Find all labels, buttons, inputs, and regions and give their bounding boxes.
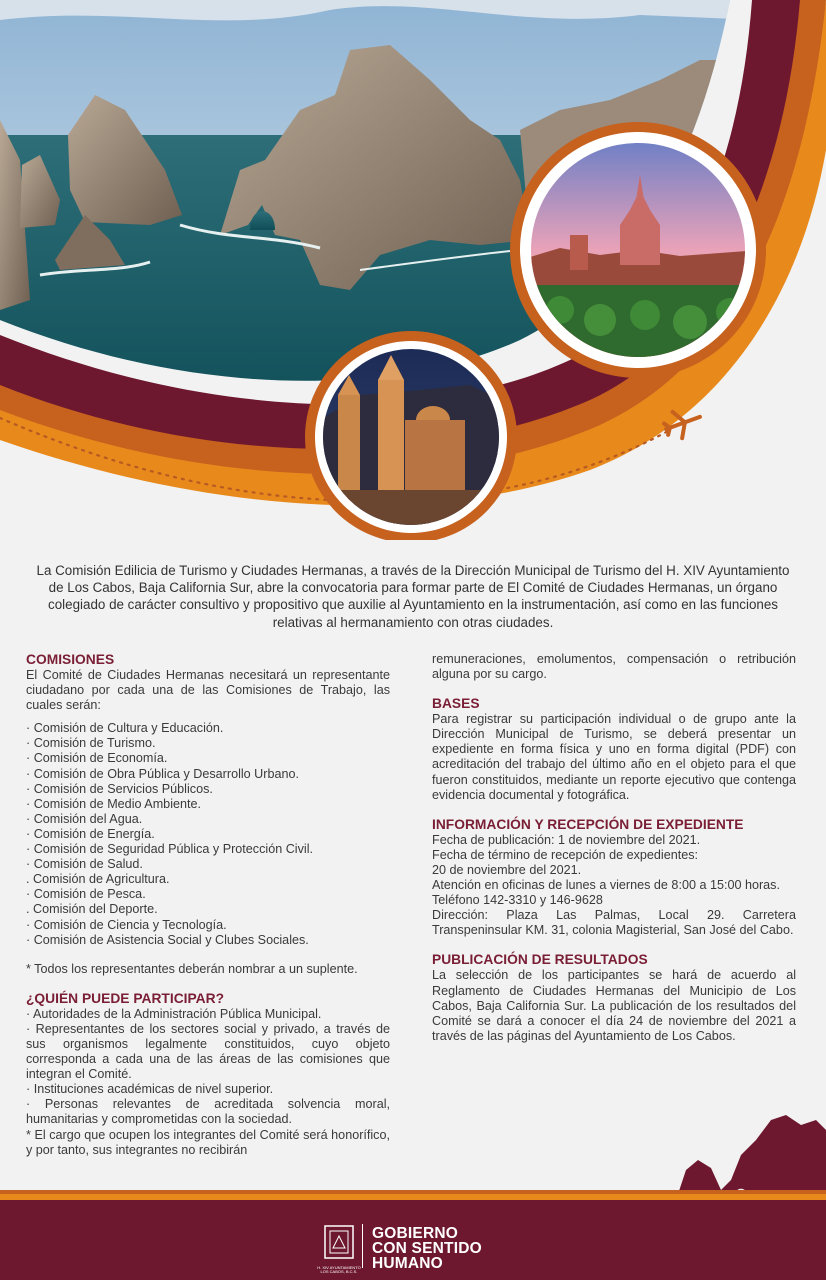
informacion-line: Dirección: Plaza Las Palmas, Local 29. Carretera Transpeninsular KM. 31, colonia Magisterial, San José del Cabo. [432, 908, 796, 938]
quien-note-start: * El cargo que ocupen los integrantes del Comité será honorífico, y por tanto, sus integrantes no recibirán [26, 1127, 390, 1157]
list-item: · Comisión de Turismo. [26, 736, 156, 751]
list-item: · Comisión de Energía. [26, 826, 155, 841]
list-item: · Comisión de Cultura y Educación. [26, 721, 224, 736]
list-item: · Comisión de Ciencia y Tecnología. [26, 917, 227, 932]
list-item: . Comisión del Deporte. [26, 902, 158, 917]
municipal-seal-icon [322, 1224, 356, 1268]
brand-line: HUMANO [372, 1255, 443, 1272]
bases-heading: BASES [432, 696, 480, 712]
list-item: · Comisión de Seguridad Pública y Protección Civil. [26, 842, 313, 857]
brand-line: CON SENTIDO [372, 1240, 482, 1257]
quien-item: · Instituciones académicas de nivel superior. [26, 1082, 274, 1097]
list-item: · Comisión de Servicios Públicos. [26, 781, 213, 796]
publicacion-heading: PUBLICACIÓN DE RESULTADOS [432, 952, 648, 968]
bases-text: Para registrar su participación individual o de grupo ante la Dirección Municipal de Turismo, se deberá presentar un expediente en forma física y uno en forma digital (PDF) con acreditación del trabajo del último año en el objeto para el que fueron constituidos, mediante un reporte ejecutivo que contenga evidencia documental y fotográfica. [432, 712, 796, 802]
informacion-line: 20 de noviembre del 2021. [432, 862, 582, 877]
list-item: · Comisión de Salud. [26, 857, 143, 872]
list-item: · Comisión de Medio Ambiente. [26, 796, 201, 811]
rock-silhouette [676, 1110, 826, 1200]
seal-caption: H. XIV AYUNTAMIENTO LOS CABOS, B.C.S. [317, 1265, 361, 1274]
quien-item: · Autoridades de la Administración Pública Municipal. [26, 1006, 322, 1021]
publicacion-text: La selección de los participantes se hará de acuerdo al Reglamento de Ciudades Hermanas del Municipio de Los Cabos, Baja California Sur. La publicación de los resultados del Comité se dará a conocer el día 24 de noviembre del 2021 a través de las páginas del Ayuntamiento de Los Cabos. [432, 968, 796, 1043]
list-item: · Comisión de Asistencia Social y Clubes Sociales. [26, 932, 309, 947]
informacion-line: Teléfono 142-3310 y 146-9628 [432, 893, 603, 908]
comisiones-note: * Todos los representantes deberán nombrar a un suplente. [26, 961, 358, 976]
right-column [432, 652, 796, 1044]
list-item: · Comisión del Agua. [26, 811, 143, 826]
left-column [26, 652, 390, 1158]
quien-item: · Representantes de los sectores social y privado, a través de sus organismos legalmente constituidos, cuyo objeto corresponda a cada una de las áreas de las comisiones que integran el Comité. [26, 1021, 390, 1082]
comisiones-heading: COMISIONES [26, 652, 115, 667]
list-item: · Comisión de Pesca. [26, 887, 146, 902]
informacion-heading: INFORMACIÓN Y RECEPCIÓN DE EXPEDIENTE [432, 816, 744, 832]
brand-divider [362, 1224, 363, 1268]
quien-item: · Personas relevantes de acreditada solvencia moral, humanitarias y comprometidas con la sociedad. [26, 1097, 390, 1127]
brand-line: GOBIERNO [372, 1225, 458, 1242]
quien-note-end: remuneraciones, emolumentos, compensación o retribución alguna por su cargo. [432, 652, 796, 682]
informacion-line: Atención en oficinas de lunes a viernes de 8:00 a 15:00 horas. [432, 878, 780, 893]
list-item: · Comisión de Obra Pública y Desarrollo Urbano. [26, 766, 299, 781]
informacion-line: Fecha de término de recepción de expedientes: [432, 847, 699, 862]
informacion-line: Fecha de publicación: 1 de noviembre del 2021. [432, 832, 701, 847]
comisiones-text: El Comité de Ciudades Hermanas necesitará un representante ciudadano por cada una de las Comisiones de Trabajo, las cuales serán: [26, 668, 390, 713]
quien-heading: ¿QUIÉN PUEDE PARTICIPAR? [26, 990, 225, 1006]
comisiones-list [26, 721, 390, 947]
brand-logo [372, 1226, 482, 1271]
list-item: . Comisión de Agricultura. [26, 872, 170, 887]
intro-paragraph: La Comisión Edilicia de Turismo y Ciudades Hermanas, a través de la Dirección Municipal de Turismo del H. XIV Ayuntamiento de Los Cabos, Baja California Sur, abre la convocatoria para formar parte de El Comité de Ciudades Hermanas, un órgano colegiado de carácter consultivo y propositivo que auxilie al Ayuntamiento en la instrumentación, así como en las funciones relativas al hermanamiento con otras ciudades. [36, 563, 790, 630]
list-item: · Comisión de Economía. [26, 751, 168, 766]
hero-illustration [0, 0, 826, 540]
